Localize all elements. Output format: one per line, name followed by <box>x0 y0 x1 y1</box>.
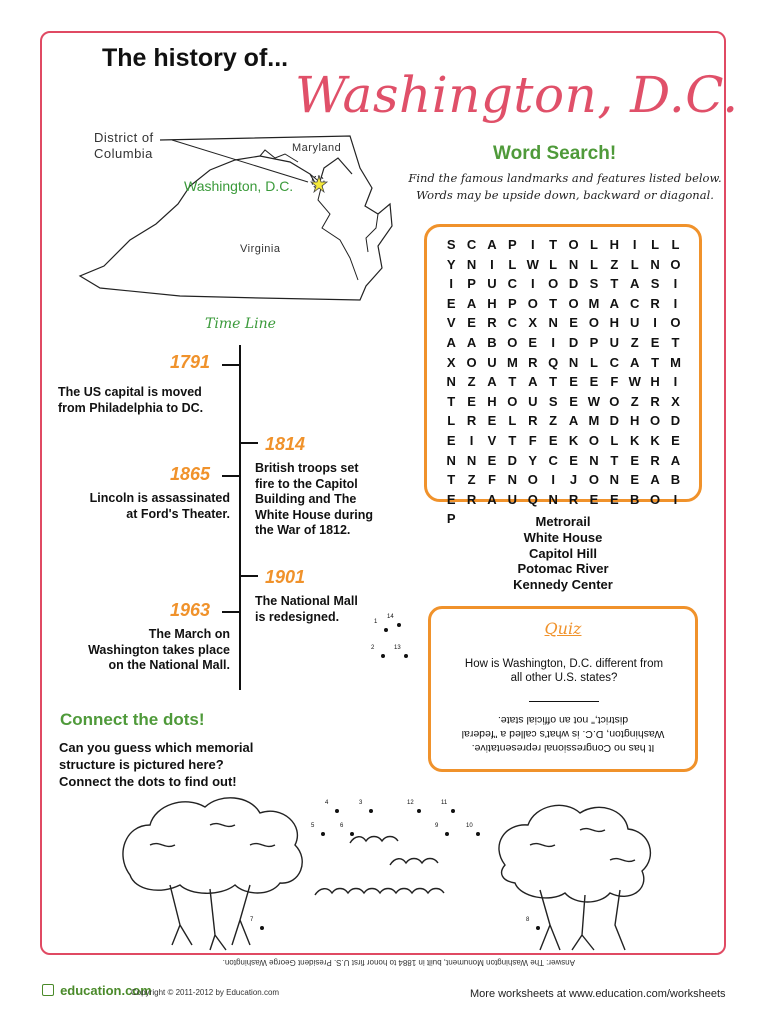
grid-letter: I <box>673 374 678 390</box>
grid-letter: A <box>487 237 497 252</box>
word-list-item: Metrorail <box>535 514 591 529</box>
grid-letter: A <box>670 452 681 468</box>
grid-letter: N <box>589 452 599 468</box>
grid-letter: N <box>507 472 518 488</box>
grid-letter: N <box>650 256 660 272</box>
quiz-title: Quiz <box>544 619 582 638</box>
grid-letter: B <box>630 491 640 507</box>
grid-letter: E <box>589 491 599 507</box>
grid-letter: N <box>466 256 477 272</box>
grid-letter: R <box>650 452 660 468</box>
connect-dots-title: Connect the dots! <box>60 710 205 729</box>
grid-letter: U <box>609 334 620 350</box>
dot-label: 3 <box>359 800 363 806</box>
grid-letter: N <box>609 472 620 488</box>
grid-letter: R <box>466 413 477 429</box>
connect-dots-line: Connect the dots to find out! <box>59 774 237 789</box>
map-virginia-label: Virginia <box>240 243 281 255</box>
grid-letter: U <box>630 315 640 331</box>
grid-letter: R <box>650 295 660 311</box>
grid-letter: E <box>446 295 456 311</box>
timeline-title: Time Line <box>205 316 276 332</box>
grid-letter: H <box>630 413 640 429</box>
word-list <box>470 514 656 593</box>
grid-letter: T <box>447 393 456 409</box>
grid-letter: T <box>651 354 660 370</box>
grid-letter: X <box>446 354 456 370</box>
quiz-answer-line: It has no Congressional representative. <box>471 742 655 754</box>
grid-letter: Q <box>548 354 559 370</box>
grid-letter: P <box>508 237 517 252</box>
quiz-box <box>428 606 698 772</box>
grid-letter: N <box>568 256 579 272</box>
grid-letter: O <box>670 256 681 272</box>
grid-letter: V <box>487 432 497 448</box>
map-district-label-2: Columbia <box>94 146 153 161</box>
grid-letter: T <box>508 374 517 390</box>
grid-letter: T <box>671 334 680 350</box>
dot <box>384 628 388 632</box>
grid-letter: Z <box>630 334 639 350</box>
grid-letter: I <box>469 432 474 448</box>
quiz-question-line: all other U.S. states? <box>510 672 618 684</box>
grid-letter: A <box>609 295 620 311</box>
grid-letter: C <box>507 276 518 292</box>
grid-letter: T <box>549 295 558 311</box>
connect-dots-line: Can you guess which memorial <box>59 740 254 755</box>
grid-letter: E <box>650 334 660 350</box>
grid-letter: E <box>569 374 578 390</box>
education-logo-icon <box>42 984 54 996</box>
grid-letter: O <box>588 472 599 488</box>
grid-letter: R <box>487 315 497 331</box>
event-line: the War of 1812. <box>255 523 351 537</box>
grid-letter: E <box>446 432 456 448</box>
grid-letter: P <box>446 511 456 527</box>
map-district-label-1: District of <box>94 130 154 145</box>
dot-label: 7 <box>250 917 254 923</box>
timeline-year-1901: 1901 <box>265 567 306 587</box>
grid-letter: A <box>487 491 497 507</box>
grid-letter: X <box>528 315 538 331</box>
grid-letter: M <box>588 413 600 429</box>
grid-letter: T <box>549 374 558 390</box>
grid-letter: E <box>487 452 497 468</box>
quiz-question <box>441 657 687 685</box>
grid-letter: A <box>630 354 640 370</box>
grid-letter: D <box>609 413 620 429</box>
grid-letter: Z <box>549 413 558 429</box>
grid-letter: D <box>568 276 579 292</box>
grid-letter: L <box>508 256 517 272</box>
grid-letter: I <box>632 237 637 252</box>
event-line: is redesigned. <box>255 609 340 624</box>
grid-letter: H <box>487 393 497 409</box>
connect-dots-line: structure is pictured here? <box>59 757 224 772</box>
grid-letter: K <box>568 432 579 448</box>
grid-letter: L <box>671 237 680 252</box>
grid-letter: R <box>650 393 660 409</box>
grid-letter: W <box>628 374 641 390</box>
grid-letter: B <box>670 472 681 488</box>
grid-letter: A <box>487 374 497 390</box>
event-line: British troops set <box>255 461 359 475</box>
timeline-event-1791 <box>58 385 203 416</box>
dot <box>397 623 401 627</box>
grid-letter: E <box>467 393 476 409</box>
grid-letter: M <box>670 354 681 370</box>
grid-letter: I <box>551 334 555 350</box>
event-line: Lincoln is assassinated <box>89 491 230 505</box>
grid-letter: L <box>589 354 598 370</box>
grid-letter: M <box>588 295 600 311</box>
grid-letter: U <box>487 354 497 370</box>
dot-label: 1 <box>374 619 378 625</box>
grid-letter: T <box>508 432 517 448</box>
grid-letter: O <box>588 432 599 448</box>
grid-letter: A <box>446 334 456 350</box>
word-list-item: White House <box>523 529 603 545</box>
grid-letter: O <box>650 413 661 429</box>
grid-letter: H <box>609 237 620 252</box>
grid-letter: T <box>549 237 558 252</box>
grid-letter: N <box>568 354 579 370</box>
grid-letter: L <box>589 237 598 252</box>
grid-letter: I <box>490 256 494 272</box>
word-search-grid <box>441 235 686 529</box>
grid-letter: O <box>507 393 518 409</box>
grid-letter: H <box>487 295 497 311</box>
grid-letter: E <box>548 432 558 448</box>
grid-letter: N <box>446 452 456 468</box>
dot-label: 14 <box>387 614 394 620</box>
trees-illustration <box>110 785 660 955</box>
grid-letter: I <box>530 276 535 292</box>
dot-label: 10 <box>466 823 473 829</box>
grid-letter: E <box>467 315 476 331</box>
grid-letter: C <box>548 452 558 468</box>
grid-letter: Q <box>527 491 538 507</box>
grid-letter: P <box>508 295 517 311</box>
grid-letter: E <box>671 432 680 448</box>
grid-letter: O <box>670 315 681 331</box>
grid-letter: E <box>528 334 538 350</box>
word-list-item: Kennedy Center <box>513 577 613 593</box>
grid-letter: E <box>630 452 640 468</box>
grid-letter: D <box>507 452 518 468</box>
timeline-event-1814 <box>255 461 373 539</box>
grid-letter: O <box>568 237 579 252</box>
grid-letter: L <box>630 256 639 272</box>
timeline-event-1901 <box>255 594 358 625</box>
quiz-divider <box>529 701 599 702</box>
map-maryland-label: Maryland <box>292 142 342 154</box>
event-line: Washington takes place <box>88 642 230 657</box>
grid-letter: A <box>528 374 538 390</box>
grid-letter: Z <box>610 256 619 272</box>
grid-letter: S <box>650 276 660 292</box>
grid-letter: N <box>548 491 558 507</box>
grid-letter: T <box>447 472 456 488</box>
grid-letter: E <box>589 374 599 390</box>
word-list-item: Capitol Hill <box>529 545 597 561</box>
dot-label: 5 <box>311 823 315 829</box>
grid-letter: O <box>466 354 477 370</box>
quiz-answer-line: Washington, D.C. is what's called a "federal <box>461 728 665 740</box>
grid-letter: C <box>609 354 620 370</box>
dot-label: 8 <box>526 917 530 923</box>
dot-label: 11 <box>441 800 448 806</box>
grid-letter: O <box>548 276 559 292</box>
grid-letter: I <box>673 491 678 507</box>
grid-letter: E <box>569 452 578 468</box>
event-line: from Philadelphia to DC. <box>58 400 204 415</box>
grid-letter: L <box>651 237 660 252</box>
timeline-year-1865: 1865 <box>170 464 211 484</box>
dot-label: 13 <box>394 645 401 651</box>
grid-letter: I <box>530 237 535 252</box>
grid-letter: I <box>449 276 453 292</box>
grid-letter: X <box>671 393 680 409</box>
timeline-event-1963 <box>50 627 230 674</box>
quiz-answer-line: district," not an official state. <box>497 714 629 726</box>
grid-letter: M <box>506 354 518 370</box>
grid-letter: O <box>527 295 538 311</box>
title-line-2: Washington, D.C. <box>295 66 739 124</box>
grid-letter: O <box>568 295 579 311</box>
grid-letter: R <box>528 354 538 370</box>
timeline-year-1963: 1963 <box>170 600 211 620</box>
grid-letter: D <box>670 413 681 429</box>
grid-letter: Z <box>467 472 476 488</box>
grid-letter: J <box>569 472 578 488</box>
grid-letter: L <box>549 256 558 272</box>
grid-letter: I <box>673 295 678 311</box>
dot-label: 2 <box>371 645 375 651</box>
grid-letter: E <box>569 393 578 409</box>
grid-letter: O <box>609 393 620 409</box>
event-line: The March on <box>148 627 230 641</box>
grid-letter: A <box>466 295 477 311</box>
grid-letter: N <box>446 374 456 390</box>
event-line: White House during <box>255 507 374 522</box>
grid-letter: H <box>650 374 660 390</box>
grid-letter: L <box>447 413 456 429</box>
grid-letter: A <box>466 334 477 350</box>
grid-letter: T <box>610 276 619 292</box>
event-line: The National Mall <box>255 594 358 608</box>
grid-letter: D <box>568 334 579 350</box>
event-line: Building and The <box>255 492 357 506</box>
grid-letter: R <box>568 491 579 507</box>
grid-letter: B <box>487 334 497 350</box>
timeline-event-1865 <box>60 491 230 522</box>
timeline-year-1791: 1791 <box>170 352 211 372</box>
grid-letter: I <box>653 315 657 331</box>
grid-letter: Y <box>446 256 456 272</box>
grid-letter: S <box>548 393 558 409</box>
timeline-year-1814: 1814 <box>265 434 306 454</box>
grid-letter: C <box>630 295 640 311</box>
grid-letter: L <box>508 413 517 429</box>
grid-letter: N <box>466 452 477 468</box>
instructions-line: Find the famous landmarks and features listed below. <box>408 171 722 185</box>
grid-letter: I <box>551 472 555 488</box>
grid-letter: A <box>630 276 640 292</box>
grid-letter: P <box>589 334 599 350</box>
grid-letter: O <box>588 315 599 331</box>
grid-letter: O <box>650 491 661 507</box>
connect-dots-text <box>59 739 253 790</box>
grid-letter: O <box>507 334 518 350</box>
event-line: fire to the Capitol <box>255 476 358 491</box>
grid-letter: Z <box>467 374 476 390</box>
grid-letter: H <box>609 315 620 331</box>
grid-letter: T <box>610 452 619 468</box>
footer-copyright: Copyright © 2011-2012 by Education.com <box>131 988 280 997</box>
grid-letter: W <box>587 393 601 409</box>
dot-label: 4 <box>325 800 329 806</box>
grid-letter: N <box>548 315 558 331</box>
word-search-instructions <box>396 170 734 204</box>
event-line: The US capital is moved <box>58 385 202 399</box>
dot-label: 12 <box>407 800 414 806</box>
grid-letter: A <box>650 472 660 488</box>
map-washington-label: Washington, D.C. <box>184 178 294 194</box>
title-line-1: The history of... <box>102 44 289 72</box>
footer-more-worksheets-link[interactable]: More worksheets at www.education.com/worksheets <box>470 988 726 1000</box>
grid-letter: Y <box>528 452 538 468</box>
quiz-answer-upside-down <box>445 713 681 755</box>
grid-letter: V <box>446 315 456 331</box>
grid-letter: U <box>528 393 538 409</box>
grid-letter: E <box>630 472 640 488</box>
grid-letter: I <box>673 276 678 292</box>
grid-letter: F <box>528 432 537 448</box>
grid-letter: E <box>609 491 619 507</box>
dot <box>404 654 408 658</box>
quiz-question-line: How is Washington, D.C. different from <box>464 658 664 670</box>
grid-letter: A <box>568 413 579 429</box>
grid-letter: R <box>466 491 477 507</box>
grid-letter: P <box>467 276 476 292</box>
grid-letter: E <box>569 315 578 331</box>
grid-letter: C <box>507 315 518 331</box>
grid-letter: C <box>466 237 477 252</box>
grid-letter: U <box>507 491 518 507</box>
word-search-title: Word Search! <box>493 143 617 164</box>
dot <box>381 654 385 658</box>
answer-upside-down: Answer: The Washington Monument, built in 1884 to honor first U.S. President George Washington. <box>222 958 575 967</box>
grid-letter: E <box>487 413 497 429</box>
grid-letter: F <box>488 472 496 488</box>
grid-letter: Z <box>630 393 639 409</box>
grid-letter: S <box>446 237 456 252</box>
grid-letter: W <box>526 256 539 272</box>
event-line: on the National Mall. <box>108 658 230 672</box>
grid-letter: K <box>650 432 660 448</box>
grid-letter: E <box>446 491 456 507</box>
grid-letter: L <box>610 432 619 448</box>
word-list-item: Potomac River <box>517 561 609 577</box>
instructions-line: Words may be upside down, backward or diagonal. <box>416 188 714 202</box>
dot-label: 6 <box>340 823 344 829</box>
grid-letter: K <box>630 432 640 448</box>
grid-letter: R <box>528 413 538 429</box>
dot-label: 9 <box>435 823 439 829</box>
grid-letter: U <box>487 276 497 292</box>
grid-letter: S <box>589 276 599 292</box>
event-line: at Ford's Theater. <box>126 506 230 521</box>
grid-letter: F <box>610 374 619 390</box>
brand-name: education.com <box>60 983 152 998</box>
grid-letter: L <box>589 256 598 272</box>
grid-letter: O <box>527 472 538 488</box>
